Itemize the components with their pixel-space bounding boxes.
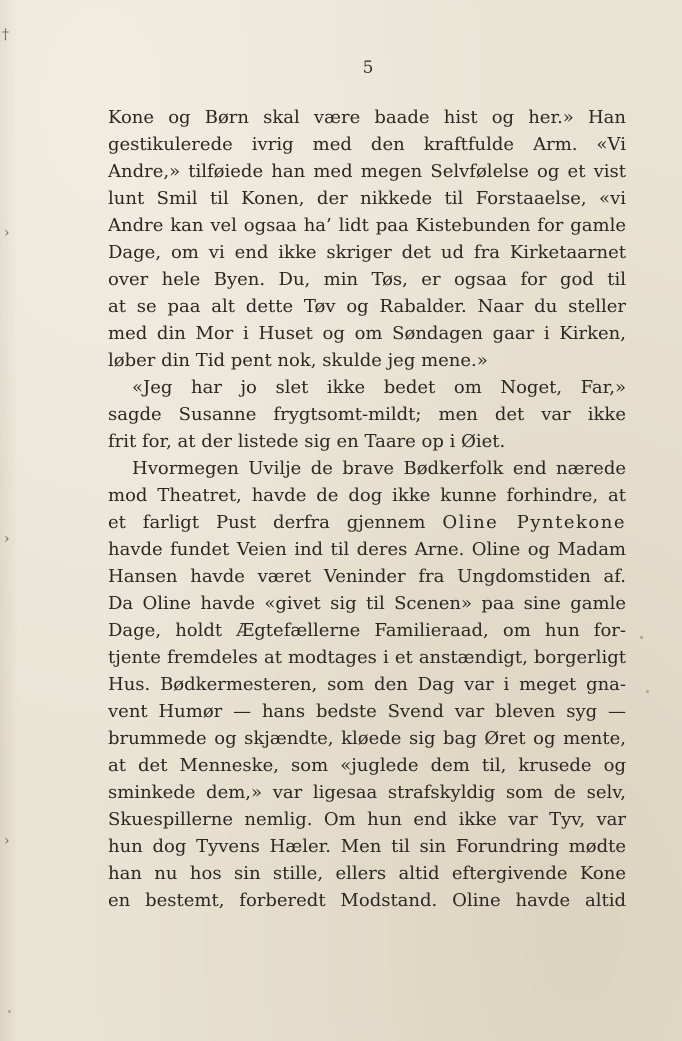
text-line: Da Oline havde «givet sig til Scenen» paa sine gamle [108,593,626,614]
text-line: en bestemt, forberedt Modstand. Oline havde altid [108,890,626,911]
text-line: Dage, holdt Ægtefællerne Familieraad, om hun for- [108,620,626,641]
text-line: sagde Susanne frygtsomt-mildt; men det var ikke [108,404,626,425]
text-line: frit for, at der listede sig en Taare op i Øiet. [108,431,506,452]
text-line: Dage, om vi end ikke skriger det ud fra Kirketaarnet [108,242,626,263]
text-line: vent Humør — hans bedste Svend var bleven syg — [108,701,626,722]
text-line: Andre,» tilføiede han med megen Selvfølelse og et vist [108,161,626,182]
text-line: Kone og Børn skal være baade hist og her.» Han [108,107,626,128]
margin-mark: † [2,27,9,43]
text-line: løber din Tid pent nok, skulde jeg mene.» [108,350,488,371]
text-line: Skuespillerne nemlig. Om hun end ikke var Tyv, var [108,809,626,830]
page-number: 5 [362,58,374,78]
margin-mark: › [4,225,10,241]
paper-speck [8,1010,11,1013]
text-line: havde fundet Veien ind til deres Arne. Oline og Madam [108,539,626,560]
text-line: «Jeg har jo slet ikke bedet om Noget, Far,» [132,377,626,398]
text-line: Hvormegen Uvilje de brave Bødkerfolk end nærede [132,458,626,479]
text-line: at se paa alt dette Tøv og Rabalder. Naar du steller [108,296,626,317]
text-line: Andre kan vel ogsaa ha’ lidt paa Kistebunden for gamle [108,215,626,236]
paper-speck [646,690,649,693]
text-line: gestikulerede ivrig med den kraftfulde Arm. «Vi [108,134,626,155]
text-line: et farligt Pust derfra gjennem Oline Pyntekone [108,512,626,533]
text-line: med din Mor i Huset og om Søndagen gaar i Kirken, [108,323,626,344]
text-line: at det Menneske, som «juglede dem til, krusede og [108,755,626,776]
text-line: Hansen havde været Veninder fra Ungdomstiden af. [108,566,626,587]
text-line: mod Theatret, havde de dog ikke kunne forhindre, at [108,485,626,506]
text-line: hun dog Tyvens Hæler. Men til sin Forundring mødte [108,836,626,857]
text-line: over hele Byen. Du, min Tøs, er ogsaa for god til [108,269,626,290]
paper-speck [640,636,643,639]
spaced-name: Oline Pyntekone [442,512,626,533]
text-line: lunt Smil til Konen, der nikkede til Forstaaelse, «vi [108,188,626,209]
body-text [108,104,626,914]
text-line: han nu hos sin stille, ellers altid eftergivende Kone [108,863,626,884]
margin-mark: › [4,833,10,849]
text-line: brummede og skjændte, kløede sig bag Øret og mente, [108,728,626,749]
text-line: Hus. Bødkermesteren, som den Dag var i meget gna- [108,674,626,695]
text-line: sminkede dem,» var ligesaa strafskyldig som de selv, [108,782,626,803]
text-line: tjente fremdeles at modtages i et anstændigt, borgerligt [108,647,626,668]
margin-mark: › [4,531,10,547]
